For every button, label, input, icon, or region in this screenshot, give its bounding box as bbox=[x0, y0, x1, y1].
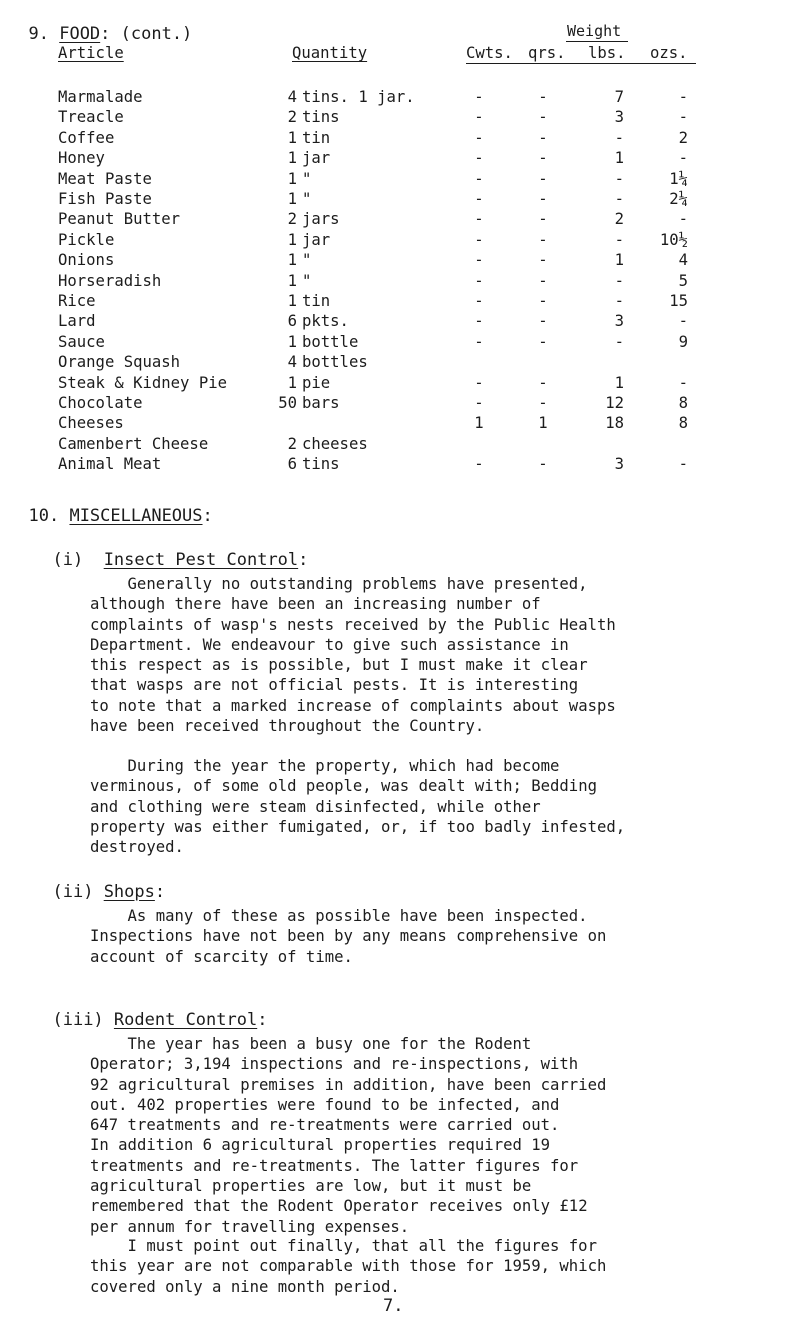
table-row bbox=[0, 210, 801, 230]
subsection-colon: : bbox=[298, 550, 309, 570]
article-cell: Pickle bbox=[58, 230, 115, 249]
subsection-heading-insect bbox=[32, 530, 308, 570]
rodent-paragraph-1 bbox=[90, 1034, 790, 1237]
article-cell: Coffee bbox=[58, 128, 115, 147]
table-row bbox=[0, 170, 801, 190]
quantity-number-cell: 2 bbox=[287, 108, 297, 127]
quantity-number-cell: 1 bbox=[287, 149, 297, 168]
qrs-cell: - bbox=[538, 169, 548, 188]
table-row bbox=[0, 455, 801, 475]
ozs-cell: - bbox=[678, 149, 688, 168]
article-cell: Steak & Kidney Pie bbox=[58, 373, 227, 392]
qrs-cell: - bbox=[538, 108, 548, 127]
ozs-cell: 8 bbox=[678, 414, 688, 433]
section-heading-misc bbox=[8, 486, 213, 526]
ozs-cell: - bbox=[678, 312, 688, 331]
weight-header-rule bbox=[566, 41, 628, 42]
qrs-header: qrs. bbox=[528, 44, 566, 62]
table-row bbox=[0, 190, 801, 210]
article-header: Article bbox=[58, 44, 124, 62]
paragraph-line: Inspections have not been by any means comprehensive on bbox=[90, 927, 607, 946]
rodent-paragraph-2 bbox=[90, 1236, 790, 1297]
cwts-cell: - bbox=[474, 312, 484, 331]
qrs-cell: - bbox=[538, 128, 548, 147]
table-row bbox=[0, 231, 801, 251]
qrs-cell: - bbox=[538, 88, 548, 106]
qrs-cell: 1 bbox=[538, 414, 548, 433]
quantity-unit-cell: tins bbox=[302, 455, 340, 474]
cwts-cell: - bbox=[474, 271, 484, 290]
cwts-cell: - bbox=[474, 169, 484, 188]
subsection-title: Shops bbox=[103, 882, 155, 902]
paragraph-line: property was either fumigated, or, if too badly infested, bbox=[90, 817, 626, 836]
paragraph-line: agricultural properties are low, but it must be bbox=[90, 1177, 532, 1196]
quantity-number-cell: 4 bbox=[287, 88, 297, 106]
table-row bbox=[0, 88, 801, 108]
subsection-title: Insect Pest Control bbox=[103, 550, 299, 570]
ozs-cell: - bbox=[678, 373, 688, 392]
article-cell: Rice bbox=[58, 292, 96, 310]
cwts-cell: - bbox=[474, 190, 484, 208]
article-cell: Honey bbox=[58, 149, 105, 168]
article-cell: Sauce bbox=[58, 332, 105, 351]
cwts-cell: 1 bbox=[474, 414, 484, 433]
qrs-cell: - bbox=[538, 271, 548, 290]
paragraph-line: and clothing were steam disinfected, while other bbox=[90, 797, 541, 816]
section-number: 9. bbox=[28, 24, 49, 44]
table-row bbox=[0, 129, 801, 149]
table-row bbox=[0, 333, 801, 353]
paragraph-line: destroyed. bbox=[90, 838, 184, 857]
paragraph-line: In addition 6 agricultural properties required 19 bbox=[90, 1136, 551, 1155]
section-suffix: : (cont.) bbox=[100, 24, 193, 44]
paragraph-line: complaints of wasp's nests received by the Public Health bbox=[90, 615, 616, 634]
qrs-cell: - bbox=[538, 292, 548, 310]
paragraph-line: this respect as is possible, but I must make it clear bbox=[90, 656, 588, 675]
insect-paragraph-2 bbox=[90, 756, 790, 857]
quantity-unit-cell: tin bbox=[302, 128, 331, 147]
paragraph-line: As many of these as possible have been inspected. bbox=[127, 907, 588, 925]
paragraph-line: During the year the property, which had become bbox=[127, 757, 560, 775]
table-row bbox=[0, 292, 801, 312]
paragraph-line: have been received throughout the Country. bbox=[90, 717, 485, 736]
quantity-number-cell: 50 bbox=[278, 394, 297, 412]
article-cell: Chocolate bbox=[58, 394, 143, 412]
lbs-cell: 1 bbox=[614, 373, 624, 392]
paragraph-line: covered only a nine month period. bbox=[90, 1277, 400, 1296]
quantity-unit-cell: pie bbox=[302, 373, 331, 392]
ozs-cell: - bbox=[678, 88, 688, 106]
subsection-title: Rodent Control bbox=[113, 1010, 258, 1030]
paragraph-line: treatments and re-treatments. The latter figures for bbox=[90, 1156, 579, 1175]
cwts-cell: - bbox=[474, 149, 484, 168]
quantity-unit-cell: jar bbox=[302, 149, 331, 168]
lbs-cell: - bbox=[614, 190, 624, 208]
quantity-unit-cell: tins. 1 jar. bbox=[302, 88, 415, 106]
quantity-number-cell: 4 bbox=[287, 353, 297, 372]
quantity-number-cell: 1 bbox=[287, 292, 297, 310]
quantity-number-cell: 1 bbox=[287, 190, 297, 208]
cwts-cell: - bbox=[474, 455, 484, 474]
ozs-cell: 9 bbox=[678, 332, 688, 351]
section-heading-food bbox=[8, 4, 192, 44]
quantity-unit-cell: tin bbox=[302, 292, 331, 310]
ozs-cell: 15 bbox=[669, 292, 688, 310]
quantity-unit-cell: pkts. bbox=[302, 312, 349, 331]
cwts-cell: - bbox=[474, 251, 484, 270]
cwts-cell: - bbox=[474, 128, 484, 147]
quantity-unit-cell: bottle bbox=[302, 332, 359, 351]
paragraph-line: per annum for travelling expenses. bbox=[90, 1217, 410, 1236]
quantity-unit-cell: " bbox=[302, 190, 312, 208]
ozs-cell: 10½ bbox=[659, 230, 688, 249]
paragraph-line: remembered that the Rodent Operator receives only £12 bbox=[90, 1197, 588, 1216]
ozs-cell: - bbox=[678, 455, 688, 474]
page-number: 7. bbox=[383, 1296, 404, 1316]
subsection-label: (iii) bbox=[52, 1010, 104, 1030]
quantity-unit-cell: bars bbox=[302, 394, 340, 412]
qrs-cell: - bbox=[538, 149, 548, 168]
quantity-number-cell: 1 bbox=[287, 373, 297, 392]
article-cell: Lard bbox=[58, 312, 96, 331]
article-cell: Onions bbox=[58, 251, 115, 270]
paragraph-line: 92 agricultural premises in addition, have been carried bbox=[90, 1075, 607, 1094]
table-row bbox=[0, 312, 801, 332]
ozs-cell: 8 bbox=[678, 394, 688, 412]
qrs-cell: - bbox=[538, 312, 548, 331]
table-row bbox=[0, 149, 801, 169]
paragraph-line: although there have been an increasing number of bbox=[90, 595, 541, 614]
ozs-cell: 2¼ bbox=[669, 190, 688, 208]
lbs-cell: 18 bbox=[605, 414, 624, 433]
section-suffix: : bbox=[202, 506, 213, 526]
quantity-number-cell: 1 bbox=[287, 251, 297, 270]
table-row bbox=[0, 374, 801, 394]
section-title: MISCELLANEOUS bbox=[69, 506, 203, 526]
table-row bbox=[0, 414, 801, 434]
insect-paragraph-1 bbox=[90, 574, 790, 736]
article-cell: Peanut Butter bbox=[58, 210, 181, 229]
cwts-cell: - bbox=[474, 108, 484, 127]
ozs-header: ozs. bbox=[650, 44, 688, 62]
table-row bbox=[0, 435, 801, 455]
quantity-number-cell: 1 bbox=[287, 169, 297, 188]
article-cell: Camenbert Cheese bbox=[58, 434, 209, 453]
lbs-cell: 1 bbox=[614, 149, 624, 168]
weight-header: Weight bbox=[567, 22, 622, 40]
subsection-heading-rodent bbox=[32, 990, 267, 1030]
cwts-cell: - bbox=[474, 292, 484, 310]
ozs-cell: - bbox=[678, 108, 688, 127]
lbs-cell: - bbox=[614, 271, 624, 290]
article-cell: Fish Paste bbox=[58, 190, 152, 208]
quantity-unit-cell: " bbox=[302, 169, 312, 188]
lbs-cell: 7 bbox=[614, 88, 624, 106]
article-cell: Treacle bbox=[58, 108, 124, 127]
units-header-rule bbox=[466, 63, 696, 64]
cwts-cell: - bbox=[474, 394, 484, 412]
subsection-label: (i) bbox=[52, 550, 84, 570]
cwts-cell: - bbox=[474, 230, 484, 249]
table-row bbox=[0, 353, 801, 373]
paragraph-line: Department. We endeavour to give such assistance in bbox=[90, 635, 569, 654]
subsection-heading-shops bbox=[32, 862, 165, 902]
ozs-cell: 5 bbox=[678, 271, 688, 290]
section-title: FOOD bbox=[59, 24, 101, 44]
article-cell: Horseradish bbox=[58, 271, 162, 290]
paragraph-line: account of scarcity of time. bbox=[90, 947, 353, 966]
quantity-number-cell: 1 bbox=[287, 332, 297, 351]
paragraph-line: Generally no outstanding problems have presented, bbox=[127, 575, 588, 593]
paragraph-line: to note that a marked increase of complaints about wasps bbox=[90, 696, 616, 715]
quantity-number-cell: 2 bbox=[287, 210, 297, 229]
lbs-cell: 1 bbox=[614, 251, 624, 270]
cwts-cell: - bbox=[474, 373, 484, 392]
paragraph-line: I must point out finally, that all the figures for bbox=[127, 1237, 597, 1255]
lbs-cell: 3 bbox=[614, 455, 624, 474]
shops-paragraph bbox=[90, 906, 790, 967]
paragraph-line: verminous, of some old people, was dealt with; Bedding bbox=[90, 777, 597, 796]
lbs-cell: 3 bbox=[614, 312, 624, 331]
lbs-cell: - bbox=[614, 128, 624, 147]
quantity-unit-cell: jars bbox=[302, 210, 340, 229]
paragraph-line: that wasps are not official pests. It is interesting bbox=[90, 676, 579, 695]
subsection-colon: : bbox=[154, 882, 166, 902]
qrs-cell: - bbox=[538, 373, 548, 392]
food-table bbox=[0, 88, 801, 478]
cwts-cell: - bbox=[474, 210, 484, 229]
qrs-cell: - bbox=[538, 394, 548, 412]
quantity-number-cell: 6 bbox=[287, 312, 297, 331]
table-row bbox=[0, 394, 801, 414]
paragraph-line: The year has been a busy one for the Rodent bbox=[127, 1035, 532, 1053]
ozs-cell: 2 bbox=[678, 128, 688, 147]
quantity-unit-cell: tins bbox=[302, 108, 340, 127]
quantity-unit-cell: " bbox=[302, 271, 312, 290]
quantity-number-cell: 2 bbox=[287, 434, 297, 453]
quantity-unit-cell: bottles bbox=[302, 353, 368, 372]
qrs-cell: - bbox=[538, 455, 548, 474]
lbs-header: lbs. bbox=[588, 44, 626, 62]
ozs-cell: - bbox=[678, 210, 688, 229]
quantity-number-cell: 1 bbox=[287, 230, 297, 249]
article-cell: Orange Squash bbox=[58, 353, 181, 372]
lbs-cell: 2 bbox=[614, 210, 624, 229]
paragraph-line: 647 treatments and re-treatments were carried out. bbox=[90, 1116, 560, 1135]
qrs-cell: - bbox=[538, 190, 548, 208]
cwts-cell: - bbox=[474, 332, 484, 351]
subsection-label: (ii) bbox=[52, 882, 94, 902]
table-row bbox=[0, 251, 801, 271]
ozs-cell: 4 bbox=[678, 251, 688, 270]
lbs-cell: - bbox=[614, 230, 624, 249]
qrs-cell: - bbox=[538, 332, 548, 351]
subsection-colon: : bbox=[257, 1010, 268, 1030]
table-row bbox=[0, 272, 801, 292]
section-number: 10. bbox=[28, 506, 60, 526]
cwts-header: Cwts. bbox=[466, 44, 513, 62]
lbs-cell: - bbox=[614, 332, 624, 351]
quantity-number-cell: 1 bbox=[287, 128, 297, 147]
article-cell: Cheeses bbox=[58, 414, 124, 433]
lbs-cell: 3 bbox=[614, 108, 624, 127]
quantity-unit-cell: cheeses bbox=[302, 434, 368, 453]
article-cell: Marmalade bbox=[58, 88, 143, 106]
quantity-header: Quantity bbox=[292, 44, 368, 62]
qrs-cell: - bbox=[538, 251, 548, 270]
lbs-cell: - bbox=[614, 292, 624, 310]
cwts-cell: - bbox=[474, 88, 484, 106]
lbs-cell: 12 bbox=[605, 394, 624, 412]
paragraph-line: Operator; 3,194 inspections and re-inspections, with bbox=[90, 1055, 579, 1074]
paragraph-line: out. 402 properties were found to be infected, and bbox=[90, 1095, 560, 1114]
article-cell: Animal Meat bbox=[58, 455, 162, 474]
quantity-number-cell: 1 bbox=[287, 271, 297, 290]
qrs-cell: - bbox=[538, 210, 548, 229]
lbs-cell: - bbox=[614, 169, 624, 188]
quantity-unit-cell: jar bbox=[302, 230, 331, 249]
qrs-cell: - bbox=[538, 230, 548, 249]
quantity-number-cell: 6 bbox=[287, 455, 297, 474]
quantity-unit-cell: " bbox=[302, 251, 312, 270]
ozs-cell: 1¼ bbox=[669, 169, 688, 188]
paragraph-line: this year are not comparable with those for 1959, which bbox=[90, 1257, 607, 1276]
table-row bbox=[0, 108, 801, 128]
article-cell: Meat Paste bbox=[58, 169, 152, 188]
